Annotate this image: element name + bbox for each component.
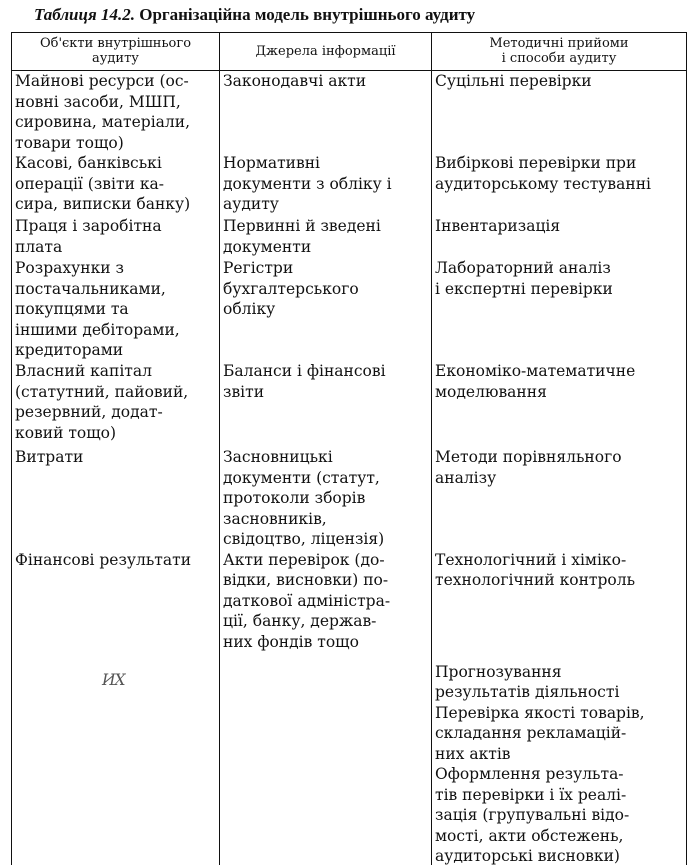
cell-method: Суцільні перевірки [432, 71, 687, 154]
table-row [12, 361, 687, 447]
cell-method: Методи порівняльного аналізу [432, 447, 687, 550]
cell-object [12, 656, 220, 865]
cell-object: Розрахунки з постачальниками, покупцями та іншими дебіторами, кредиторами [12, 258, 220, 361]
cell-method: Вибіркові перевірки при аудиторському тестуванні [432, 153, 687, 216]
cell-method: Прогнозування результатів діяльності Перевірка якості товарів, складання рекламацій- них актів Оформлення результа- тів перевірки і їх реалі- зація (групувальні відо- мості, акти обстежень, аудиторські висновки) [432, 656, 687, 865]
table-title: Організаційна модель внутрішнього аудиту [139, 5, 476, 24]
column-header-objects [12, 33, 220, 71]
column-header-label: Об'єкти внутрішнього аудиту [39, 36, 192, 66]
cell-source: Законодавчі акти [220, 71, 432, 154]
table-row [12, 258, 687, 361]
cell-source: Акти перевірок (до- відки, висновки) по- даткової адміністра- ції, банку, держав- них фондів тощо [220, 550, 432, 656]
table-row [12, 71, 687, 154]
marginal-mark: ИХ [102, 670, 125, 689]
column-header-label: Методичні прийоми і способи аудиту [489, 36, 629, 66]
audit-model-table [11, 32, 687, 865]
cell-object: Власний капітал (статутний, пайовий, резервний, додат- ковий тощо) [12, 361, 220, 447]
table-row [12, 656, 687, 865]
cell-object: Майнові ресурси (ос- новні засоби, МШП, сировина, матеріали, товари тощо) [12, 71, 220, 154]
table-row [12, 550, 687, 656]
cell-object: Праця і заробітна плата [12, 216, 220, 258]
cell-source: Первинні й зведені документи [220, 216, 432, 258]
cell-source: Регістри бухгалтерського обліку [220, 258, 432, 361]
cell-source: Баланси і фінансові звіти [220, 361, 432, 447]
cell-source: Нормативні документи з обліку і аудиту [220, 153, 432, 216]
cell-object: Касові, банківські операції (звіти ка- сира, виписки банку) [12, 153, 220, 216]
column-header-sources [220, 33, 432, 71]
column-header-label: Джерела інформації [255, 44, 396, 59]
cell-method: Технологічний і хіміко- технологічний контроль [432, 550, 687, 656]
table-caption [34, 5, 684, 25]
table-row [12, 153, 687, 216]
cell-object: Витрати [12, 447, 220, 550]
cell-method: Інвентаризація [432, 216, 687, 258]
table-row [12, 447, 687, 550]
cell-method: Лабораторний аналіз і експертні перевірки [432, 258, 687, 361]
table-number: Таблиця 14.2. [34, 5, 135, 24]
cell-object: Фінансові результати [12, 550, 220, 656]
table-header-row [12, 33, 687, 71]
column-header-methods [432, 33, 687, 71]
cell-source [220, 656, 432, 865]
cell-method: Економіко-математичне моделювання [432, 361, 687, 447]
cell-source: Засновницькі документи (статут, протоколи зборів засновників, свідоцтво, ліцензія) [220, 447, 432, 550]
table-row [12, 216, 687, 258]
